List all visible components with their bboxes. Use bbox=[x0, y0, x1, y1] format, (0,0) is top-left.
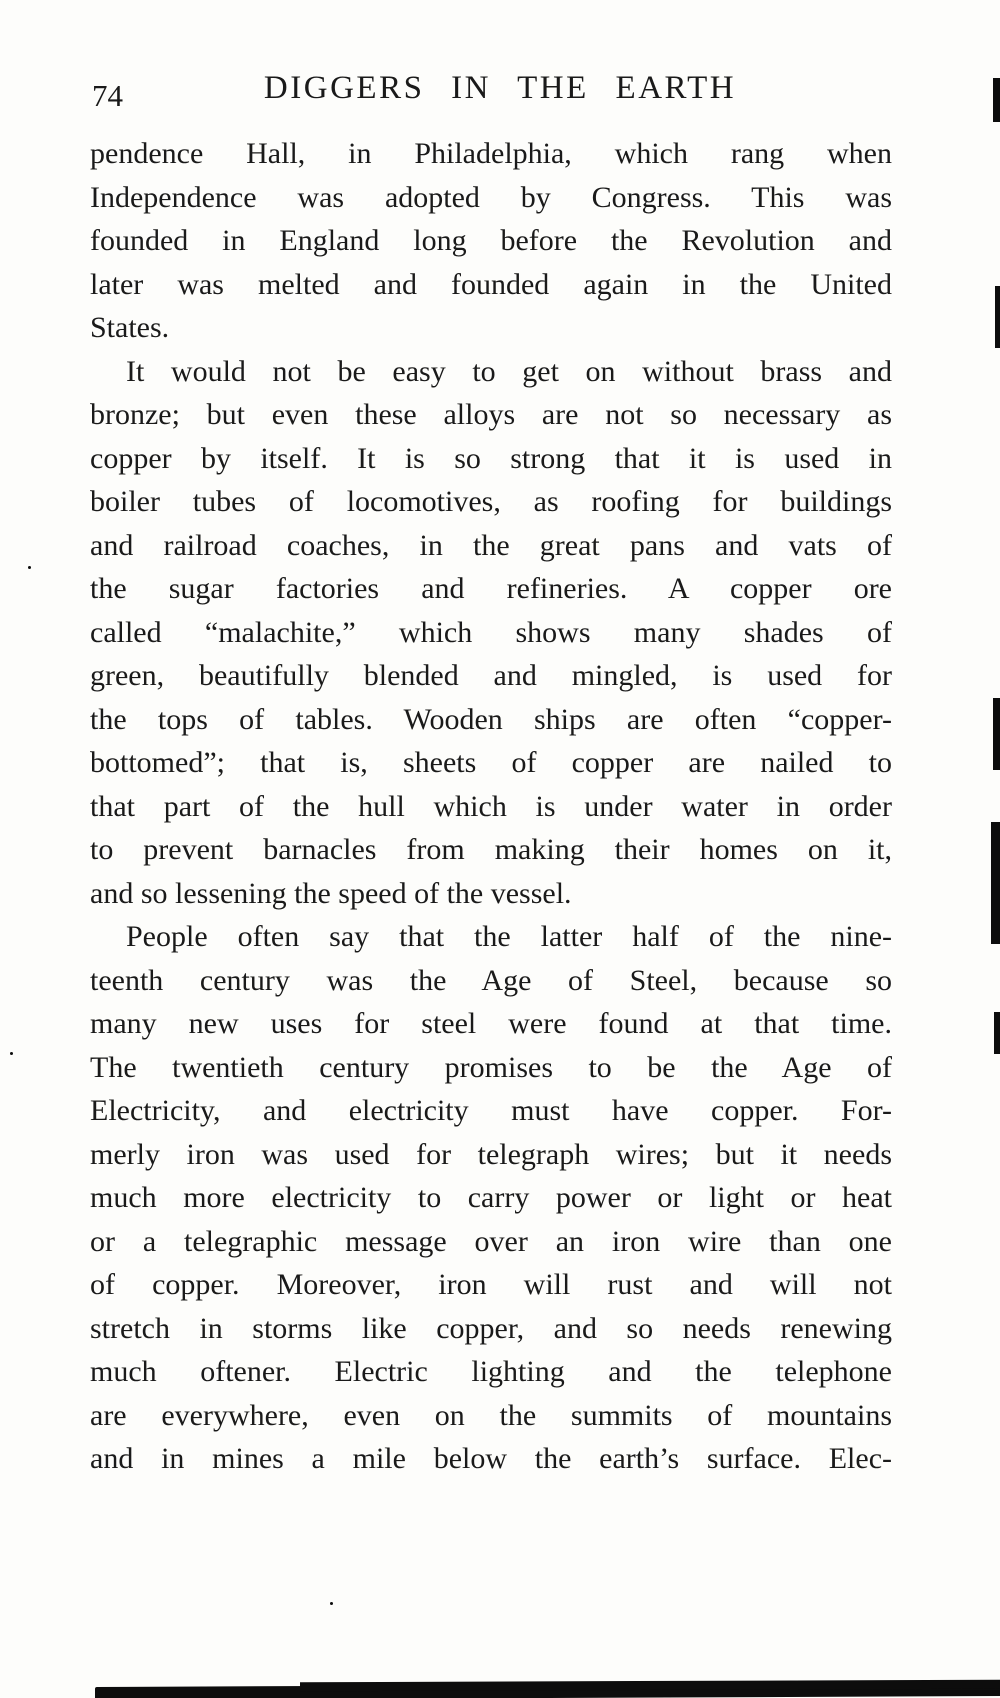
text-line: boiler tubes of locomotives, as roofing for buildings bbox=[90, 485, 892, 518]
text-line: pendence Hall, in Philadelphia, which rang when bbox=[90, 137, 892, 170]
text-line: many new uses for steel were found at that time. bbox=[90, 1007, 892, 1040]
text-line: founded in England long before the Revolution and bbox=[90, 224, 892, 257]
text-line: or a telegraphic message over an iron wire than one bbox=[90, 1224, 892, 1258]
text-line: the sugar factories and refineries. A copper ore bbox=[90, 572, 892, 605]
text-line: copper by itself. It is so strong that it is used in bbox=[90, 441, 892, 475]
text-line: and railroad coaches, in the great pans and vats of bbox=[90, 528, 892, 562]
text-line: It would not be easy to get on without brass and bbox=[126, 354, 892, 388]
text-line: Independence was adopted by Congress. This was bbox=[90, 180, 892, 214]
text-line: that part of the hull which is under water in order bbox=[90, 789, 892, 823]
text-line: People often say that the latter half of the nine- bbox=[126, 920, 892, 953]
text-line: of copper. Moreover, iron will rust and will not bbox=[90, 1268, 892, 1301]
page-number: 74 bbox=[92, 78, 123, 113]
text-line: are everywhere, even on the summits of mountains bbox=[90, 1398, 892, 1432]
text-line: green, beautifully blended and mingled, is used for bbox=[90, 659, 892, 692]
text-line: and so lessening the speed of the vessel. bbox=[90, 876, 572, 910]
scan-artifact-edge bbox=[994, 1012, 1000, 1054]
text-line: States. bbox=[90, 311, 170, 344]
text-line: called “malachite,” which shows many shades of bbox=[90, 615, 892, 649]
scan-artifact-speck bbox=[330, 1602, 333, 1605]
text-line: later was melted and founded again in the United bbox=[90, 267, 892, 301]
scan-artifact-edge bbox=[991, 822, 1000, 944]
text-block bbox=[90, 132, 892, 1481]
page-header bbox=[0, 70, 1000, 118]
scan-artifact-edge bbox=[995, 286, 1000, 348]
running-head-title: DIGGERS IN THE EARTH bbox=[263, 70, 737, 106]
scan-artifact-speck bbox=[28, 566, 31, 569]
text-line: The twentieth century promises to be the Age of bbox=[90, 1050, 892, 1084]
text-line: teenth century was the Age of Steel, because so bbox=[90, 963, 892, 997]
text-line: much oftener. Electric lighting and the telephone bbox=[90, 1355, 892, 1388]
scan-artifact-edge bbox=[993, 698, 1000, 770]
text-line: bronze; but even these alloys are not so necessary as bbox=[90, 398, 892, 431]
text-line: stretch in storms like copper, and so needs renewing bbox=[90, 1311, 892, 1345]
text-line: merly iron was used for telegraph wires; but it needs bbox=[90, 1137, 892, 1171]
text-line: the tops of tables. Wooden ships are often “copper- bbox=[90, 702, 892, 736]
text-line: Electricity, and electricity must have copper. For- bbox=[90, 1094, 892, 1127]
scan-artifact-speck bbox=[10, 1052, 13, 1055]
text-line: to prevent barnacles from making their homes on it, bbox=[90, 833, 892, 866]
text-line: and in mines a mile below the earth’s surface. Elec- bbox=[90, 1442, 892, 1475]
text-line: much more electricity to carry power or light or heat bbox=[90, 1181, 892, 1214]
scan-artifact-edge bbox=[993, 78, 1000, 122]
text-line: bottomed”; that is, sheets of copper are nailed to bbox=[90, 746, 892, 779]
